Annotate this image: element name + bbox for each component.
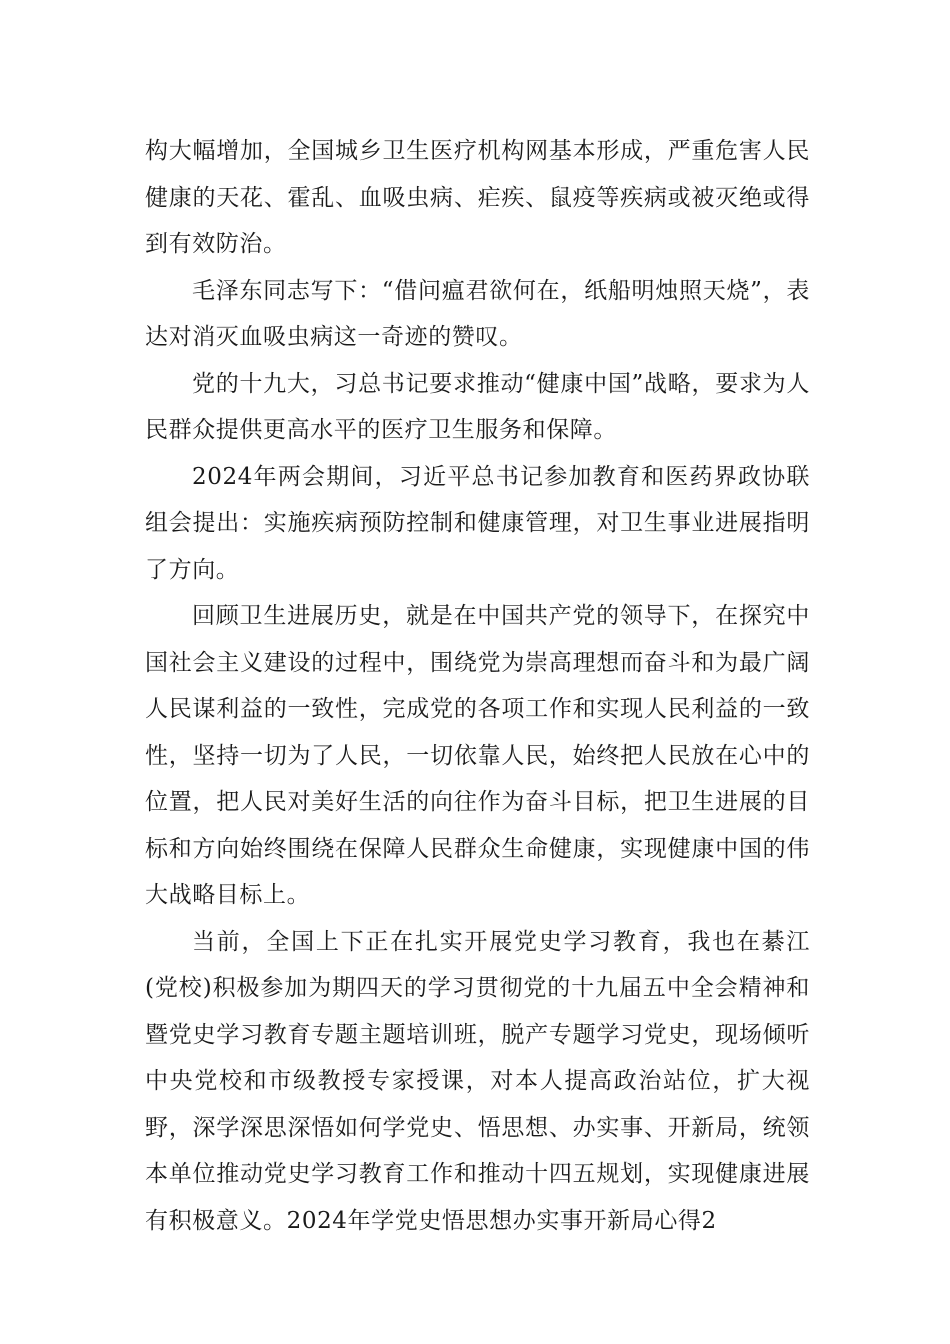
paragraph-two-sessions: 2024年两会期间，习近平总书记参加教育和医药界政协联组会提出：实施疾病预防控制和健康管理，对卫生事业进展指明了方向。 xyxy=(145,463,810,583)
paragraph-mao-quote: 毛泽东同志写下：“借问瘟君欲何在，纸船明烛照天烧”，表达对消灭血吸虫病这一奇迹的赞叹。 xyxy=(145,277,810,350)
paragraph-party-history-study: 当前，全国上下正在扎实开展党史学习教育，我也在綦江(党校)积极参加为期四天的学习贯彻党的十九届五中全会精神和暨党史学习教育专题主题培训班，脱产专题学习党史，现场倾听中央党校和市级教授专家授课，对本人提高政治站位，扩大视野，深学深思深悟如何学党史、悟思想、办实事、开新局，统领本单位推动党史学习教育工作和推动十四五规划，实现健康进展有积极意义。2024年学党史悟思想办实事开新局心得2 xyxy=(145,928,810,1234)
paragraph-nineteenth-congress: 党的十九大，习总书记要求推动“健康中国”战略，要求为人民群众提供更高水平的医疗卫生服务和保障。 xyxy=(145,370,810,443)
paragraph-history-review: 回顾卫生进展历史，就是在中国共产党的领导下，在探究中国社会主义建设的过程中，围绕党为崇高理想而奋斗和为最广阔人民谋利益的一致性，完成党的各项工作和实现人民利益的一致性，坚持一切为了人民，一切依靠人民，始终把人民放在心中的位置，把人民对美好生活的向往作为奋斗目标，把卫生进展的目标和方向始终围绕在保障人民群众生命健康，实现健康中国的伟大战略目标上。 xyxy=(145,603,810,908)
paragraph-continuation: 构大幅增加，全国城乡卫生医疗机构网基本形成，严重危害人民健康的天花、霍乱、血吸虫病、疟疾、鼠疫等疾病或被灭绝或得到有效防治。 xyxy=(145,138,810,257)
document-body xyxy=(145,128,810,1244)
